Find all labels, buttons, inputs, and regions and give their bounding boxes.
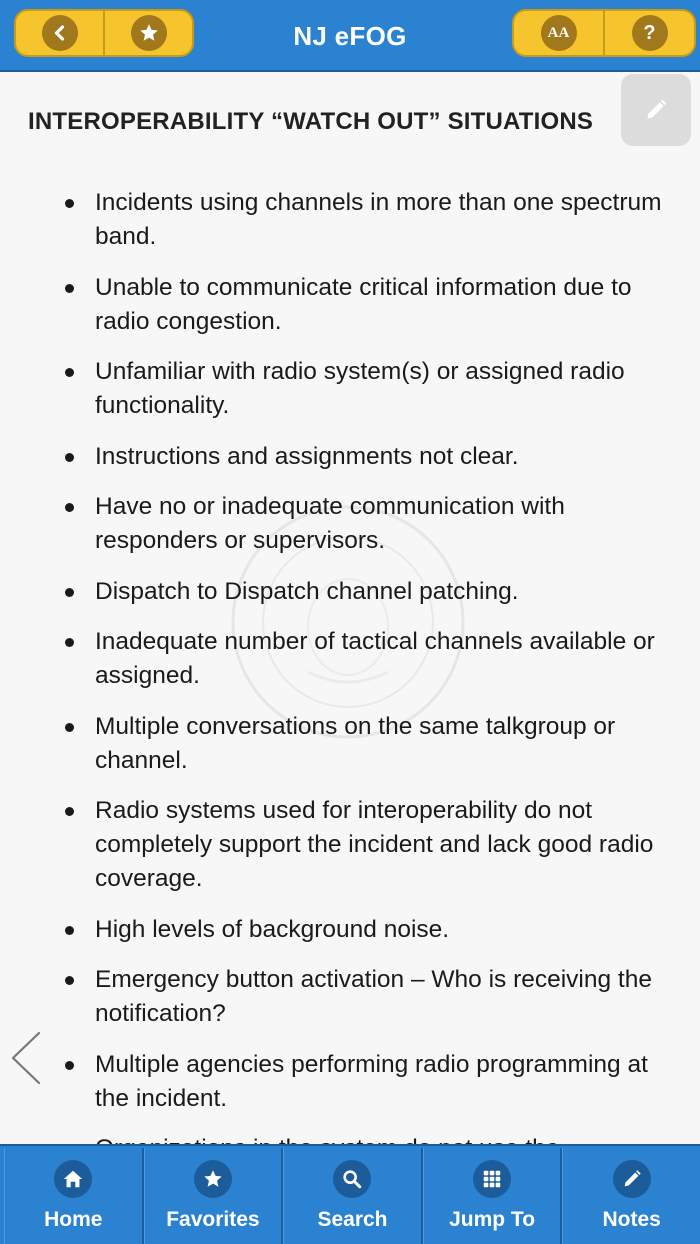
right-button-group	[512, 9, 696, 57]
bullet-dot	[65, 453, 74, 462]
bullet-dot	[65, 503, 74, 512]
help-icon	[632, 15, 668, 51]
tab-jump-to[interactable]	[423, 1148, 563, 1244]
tab-label: Home	[44, 1208, 103, 1231]
bullet-dot	[65, 926, 74, 935]
bullet-dot	[65, 807, 74, 816]
list-item: Unable to communicate critical information due to radio congestion.	[0, 271, 700, 339]
chevron-left-icon	[42, 15, 78, 51]
list-item: Multiple conversations on the same talkgroup or channel.	[0, 710, 700, 778]
left-button-group	[14, 9, 194, 57]
bullet-dot	[65, 1061, 74, 1070]
grid-icon	[473, 1160, 511, 1198]
text-size-label: AA	[547, 24, 570, 41]
tab-label: Notes	[602, 1208, 661, 1231]
list-item: Instructions and assignments not clear.	[0, 440, 700, 474]
favorite-button[interactable]	[103, 11, 192, 55]
bottom-tab-bar	[0, 1144, 700, 1244]
home-icon	[54, 1160, 92, 1198]
bullet-dot	[65, 723, 74, 732]
tab-favorites[interactable]	[144, 1148, 284, 1244]
tab-search[interactable]	[283, 1148, 423, 1244]
star-icon	[131, 15, 167, 51]
tab-label: Jump To	[449, 1208, 536, 1231]
bullet-dot	[65, 368, 74, 377]
list-item: Have no or inadequate communication with responders or supervisors.	[0, 490, 700, 558]
text-size-icon	[541, 15, 577, 51]
list-item: Unfamiliar with radio system(s) or assigned radio functionality.	[0, 355, 700, 423]
content-area[interactable]	[0, 74, 700, 1144]
list-item: Emergency button activation – Who is receiving the notification?	[0, 963, 700, 1031]
help-label: ?	[643, 21, 656, 44]
list-item: Multiple agencies performing radio programming at the incident.	[0, 1048, 700, 1116]
bullet-dot	[65, 199, 74, 208]
tab-label: Search	[317, 1208, 388, 1231]
tab-home[interactable]	[4, 1148, 144, 1244]
list-item: Radio systems used for interoperability do not completely support the incident and lack good radio coverage.	[0, 794, 700, 896]
help-button[interactable]	[603, 11, 694, 55]
list-item: Incidents using channels in more than one spectrum band.	[0, 186, 700, 254]
pencil-icon	[613, 1160, 651, 1198]
previous-page-arrow-icon[interactable]	[8, 1030, 44, 1086]
watch-out-list	[0, 186, 700, 1183]
list-item: Inadequate number of tactical channels available or assigned.	[0, 625, 700, 693]
tab-notes[interactable]	[562, 1148, 700, 1244]
bullet-dot	[65, 588, 74, 597]
bullet-dot	[65, 284, 74, 293]
search-icon	[333, 1160, 371, 1198]
bullet-dot	[65, 638, 74, 647]
text-size-button[interactable]	[514, 11, 603, 55]
edit-note-button[interactable]	[621, 74, 691, 146]
page-title: INTEROPERABILITY “WATCH OUT” SITUATIONS	[28, 108, 594, 135]
app-title: NJ eFOG	[293, 21, 407, 51]
top-nav-bar	[0, 0, 700, 72]
star-icon	[194, 1160, 232, 1198]
pencil-icon	[643, 97, 669, 123]
tab-label: Favorites	[166, 1208, 260, 1231]
back-button[interactable]	[16, 11, 103, 55]
list-item: Dispatch to Dispatch channel patching.	[0, 575, 700, 609]
list-item: High levels of background noise.	[0, 913, 700, 947]
bullet-dot	[65, 976, 74, 985]
